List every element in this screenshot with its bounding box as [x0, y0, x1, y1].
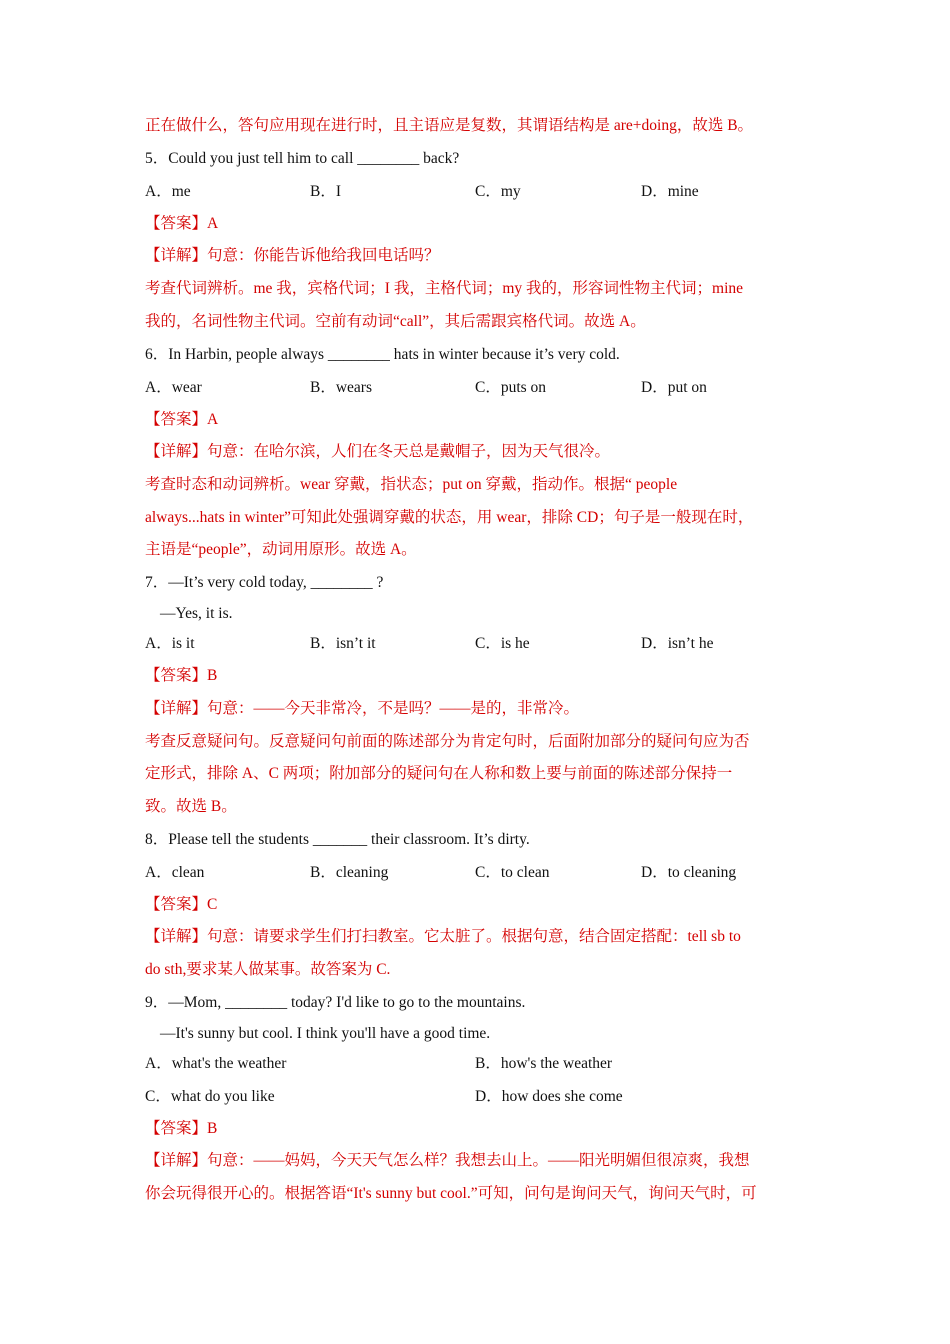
q6-detail-4: 主语是“people”，动词用原形。故选 A。 — [145, 541, 417, 558]
q9-option-b: B．how's the weather — [475, 1055, 613, 1072]
q5-detail-2: 考查代词辨析。me 我，宾格代词；I 我，主格代词；my 我的，形容词性物主代词；mine — [145, 280, 744, 297]
q7-option-d: D．isn’t he — [641, 635, 714, 652]
q9-option-c: C．what do you like — [145, 1088, 275, 1105]
q5-detail-3: 我的，名词性物主代词。空前有动词“call”，其后需跟宾格代词。故选 A。 — [145, 313, 646, 330]
q6-detail-3: always...hats in winter”可知此处强调穿戴的状态，用 wear，排除 CD；句子是一般现在时， — [145, 509, 754, 526]
q7-detail-1: 【详解】句意：——今天非常冷，不是吗？——是的，非常冷。 — [145, 700, 580, 717]
q5-option-a: A．me — [145, 183, 191, 200]
q8-answer: 【答案】C — [145, 896, 218, 913]
q6-detail-1: 【详解】句意：在哈尔滨，人们在冬天总是戴帽子，因为天气很冷。 — [145, 443, 611, 460]
q7-answer: 【答案】B — [145, 667, 218, 684]
q7-detail-4: 致。故选 B。 — [145, 798, 237, 815]
question-9-response: —It's sunny but cool. I think you'll have a good time. — [160, 1025, 491, 1042]
question-8: 8．Please tell the students _______ their classroom. It’s dirty. — [145, 831, 530, 848]
q6-answer: 【答案】A — [145, 411, 219, 428]
q5-option-b: B．I — [310, 183, 342, 200]
q8-option-b: B．cleaning — [310, 864, 389, 881]
q8-detail-2: do sth,要求某人做某事。故答案为 C. — [145, 961, 391, 978]
q6-option-b: B．wears — [310, 379, 372, 396]
q9-option-a: A．what's the weather — [145, 1055, 287, 1072]
question-7: 7．—It’s very cold today, ________ ? — [145, 574, 384, 591]
question-6: 6．In Harbin, people always ________ hats in winter because it’s very cold. — [145, 346, 620, 363]
q5-option-c: C．my — [475, 183, 521, 200]
q7-option-b: B．isn’t it — [310, 635, 376, 652]
q5-answer: 【答案】A — [145, 215, 219, 232]
q8-detail-1: 【详解】句意：请要求学生们打扫教室。它太脏了。根据句意，结合固定搭配：tell sb to — [145, 928, 741, 945]
q5-option-d: D．mine — [641, 183, 699, 200]
q9-option-d: D．how does she come — [475, 1088, 623, 1105]
q9-detail-2: 你会玩得很开心的。根据答语“It's sunny but cool.”可知，问句是询问天气，询问天气时，可 — [145, 1185, 757, 1202]
q6-option-a: A．wear — [145, 379, 202, 396]
explanation-continued: 正在做什么，答句应用现在进行时，且主语应是复数，其谓语结构是 are+doing，故选 B。 — [145, 117, 754, 134]
q6-detail-2: 考查时态和动词辨析。wear 穿戴，指状态；put on 穿戴，指动作。根据“ people — [145, 476, 678, 493]
question-7-response: —Yes, it is. — [160, 605, 233, 622]
q5-detail-1: 【详解】句意：你能告诉他给我回电话吗？ — [145, 247, 440, 264]
q8-option-a: A．clean — [145, 864, 205, 881]
question-9: 9．—Mom, ________ today? I'd like to go to the mountains. — [145, 994, 526, 1011]
q6-option-c: C．puts on — [475, 379, 547, 396]
question-5: 5．Could you just tell him to call ________ back? — [145, 150, 460, 167]
q8-option-c: C．to clean — [475, 864, 550, 881]
q8-option-d: D．to cleaning — [641, 864, 737, 881]
q7-option-c: C．is he — [475, 635, 530, 652]
q7-option-a: A．is it — [145, 635, 195, 652]
q9-answer: 【答案】B — [145, 1120, 218, 1137]
q7-detail-3: 定形式，排除 A、C 两项；附加部分的疑问句在人称和数上要与前面的陈述部分保持一 — [145, 765, 733, 782]
q6-option-d: D．put on — [641, 379, 707, 396]
q7-detail-2: 考查反意疑问句。反意疑问句前面的陈述部分为肯定句时，后面附加部分的疑问句应为否 — [145, 733, 750, 750]
q9-detail-1: 【详解】句意：——妈妈，今天天气怎么样？我想去山上。——阳光明媚但很凉爽，我想 — [145, 1152, 750, 1169]
